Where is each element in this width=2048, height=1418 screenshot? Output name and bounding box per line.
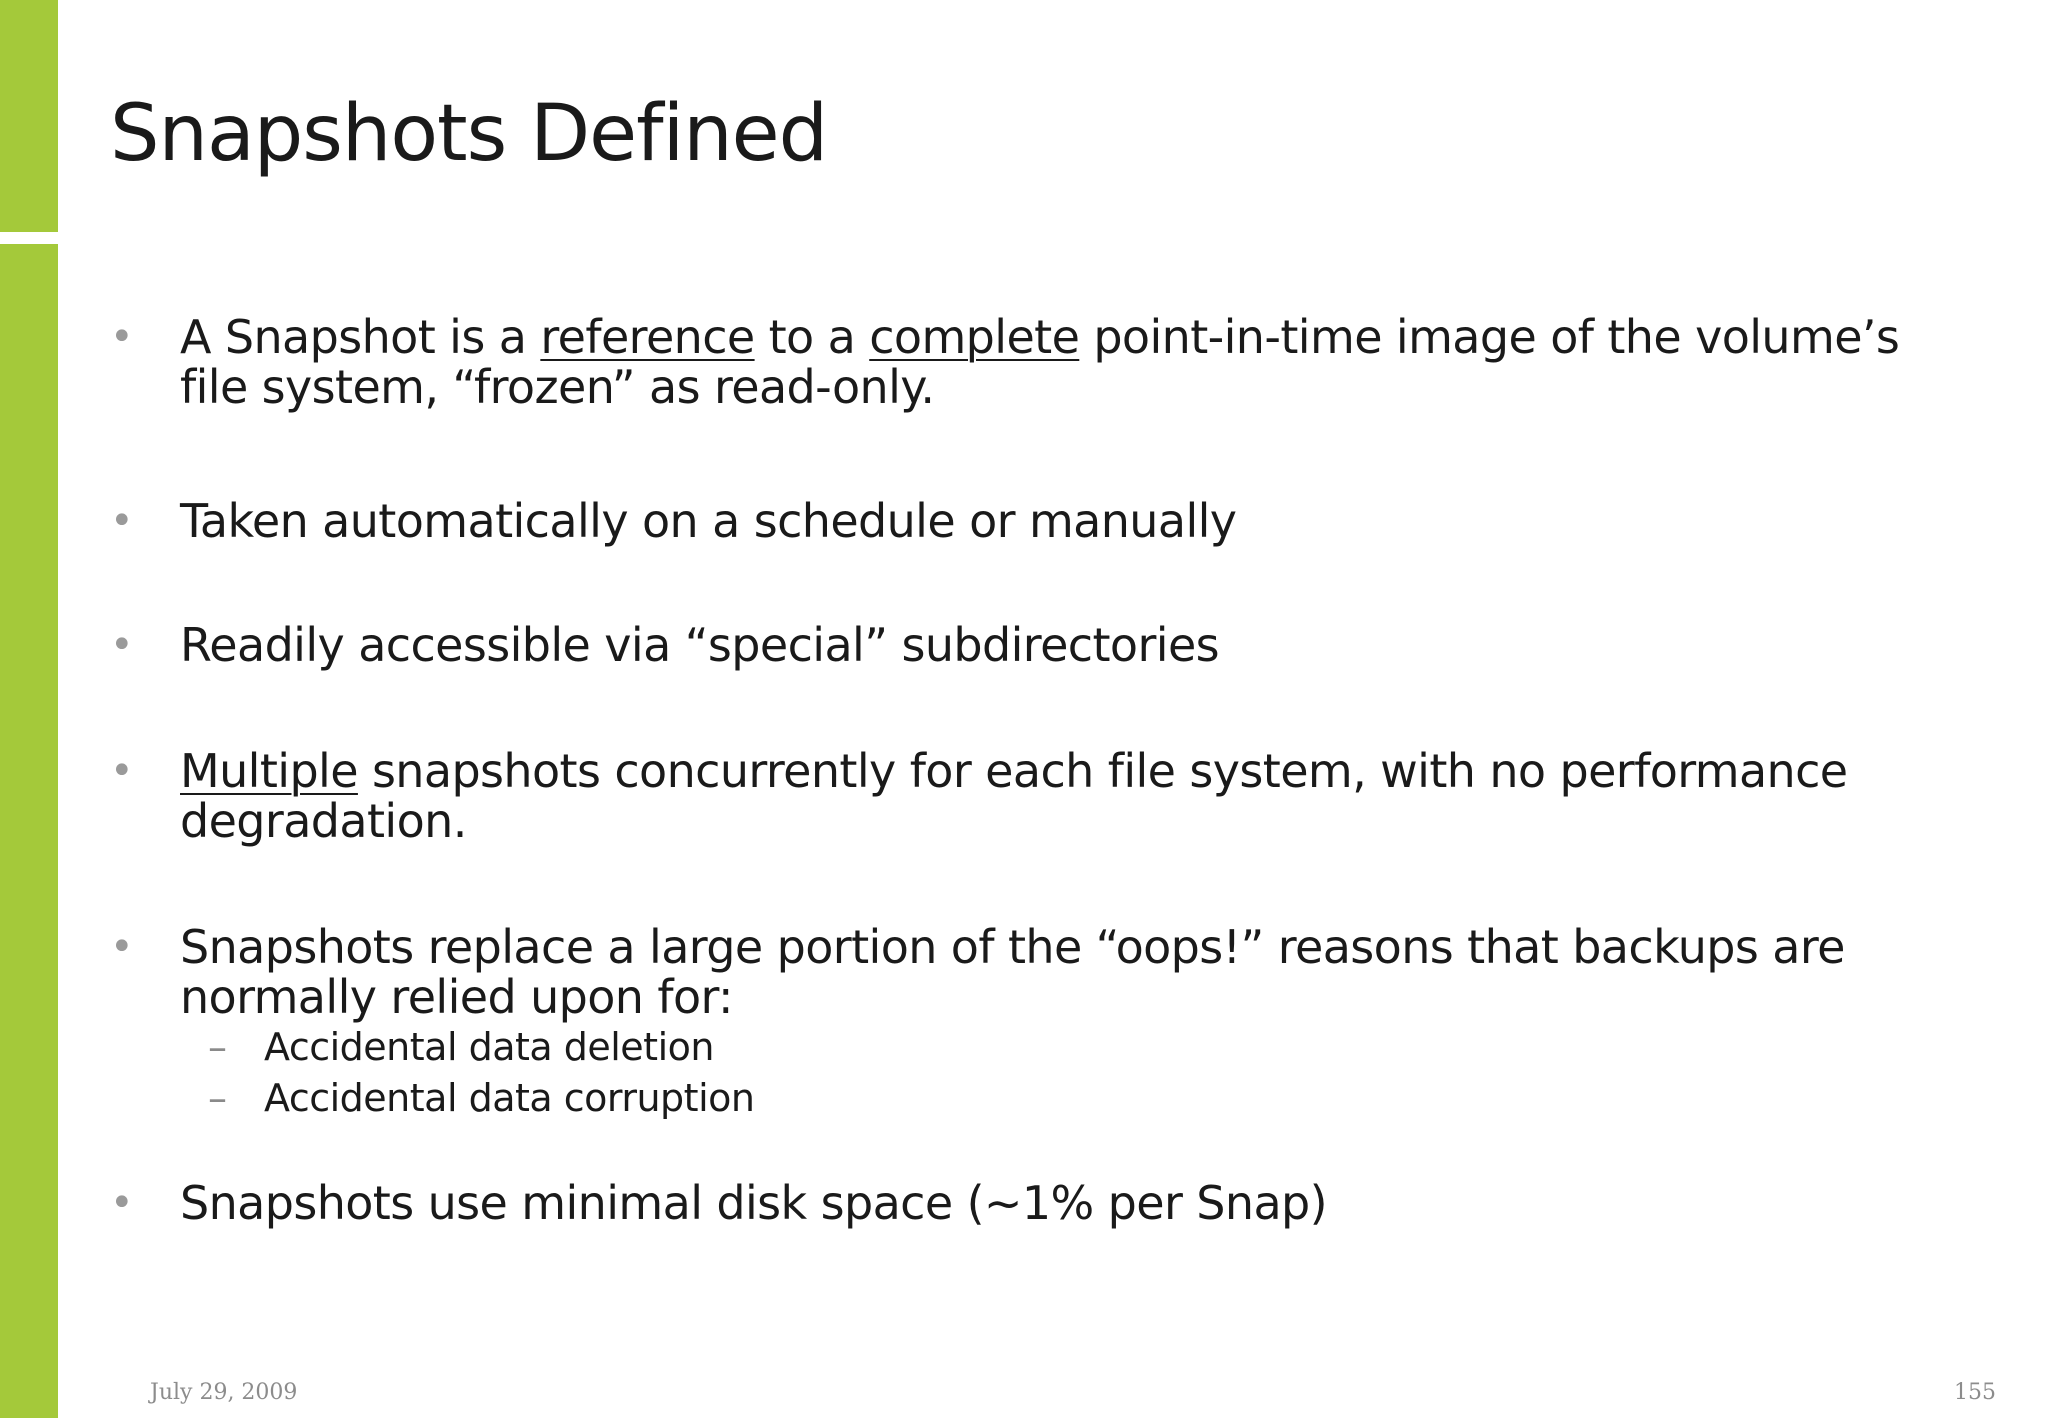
slide-title: Snapshots Defined — [110, 89, 828, 179]
bullet-list — [110, 312, 1970, 1228]
bullet-item-accessible — [110, 620, 1970, 670]
bullet-item-snapshot-definition — [110, 312, 1970, 412]
accent-bar-top — [0, 0, 58, 232]
bullet-text-segment: snapshots concurrently for each file system, with no performance degradation. — [180, 744, 1848, 848]
bullet-text-segment: A Snapshot is a — [180, 310, 541, 364]
bullet-text: Snapshots use minimal disk space (~1% per Snap) — [180, 1176, 1327, 1230]
dash-glyph: – — [208, 1076, 227, 1120]
underlined-word-reference: reference — [540, 310, 755, 364]
bullet-glyph: • — [110, 1180, 133, 1226]
sub-bullet-text: Accidental data corruption — [264, 1076, 755, 1120]
sub-bullet-text: Accidental data deletion — [264, 1025, 714, 1069]
bullet-glyph: • — [110, 314, 133, 360]
bullet-text: Snapshots replace a large portion of the “oops!” reasons that backups are normally relied upon for: — [180, 920, 1845, 1024]
bullet-text-segment: to a — [754, 310, 870, 364]
sub-bullet-item — [180, 1073, 1970, 1124]
sub-bullet-item — [180, 1022, 1970, 1073]
bullet-item-schedule — [110, 496, 1970, 546]
underlined-word-complete: complete — [869, 310, 1080, 364]
bullet-text: Taken automatically on a schedule or manually — [180, 494, 1237, 548]
sub-bullet-list — [180, 1022, 1970, 1124]
bullet-glyph: • — [110, 924, 133, 970]
bullet-glyph: • — [110, 748, 133, 794]
accent-bar-bottom — [0, 244, 58, 1418]
bullet-item-oops-reasons — [110, 922, 1970, 1124]
underlined-word-multiple: Multiple — [180, 744, 358, 798]
bullet-item-disk-space — [110, 1178, 1970, 1228]
footer-date: July 29, 2009 — [150, 1380, 298, 1405]
bullet-item-multiple — [110, 746, 1970, 846]
bullet-text-segment: point-in-time image of the volume’s file system, “frozen” as read-only. — [180, 310, 1900, 414]
bullet-glyph: • — [110, 622, 133, 668]
dash-glyph: – — [208, 1025, 227, 1069]
page-number: 155 — [1954, 1380, 1996, 1405]
bullet-text: Readily accessible via “special” subdirectories — [180, 618, 1220, 672]
bullet-glyph: • — [110, 498, 133, 544]
